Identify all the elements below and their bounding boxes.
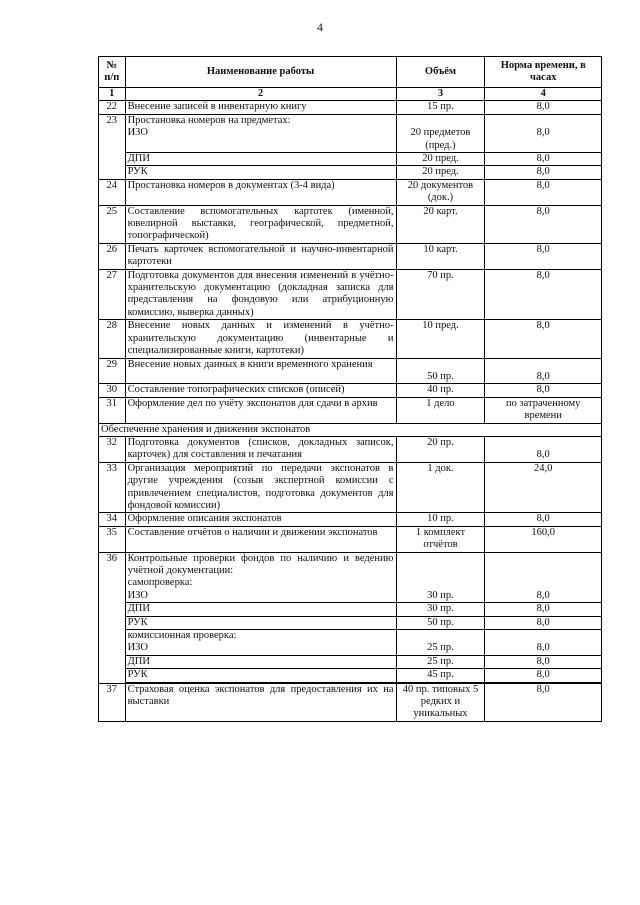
header-row — [99, 57, 602, 88]
row-volume: 20 пред. — [396, 153, 485, 166]
row-norm: 8,0 — [485, 683, 602, 721]
row-number: 35 — [99, 526, 126, 552]
row-norm: 8,0 — [485, 603, 602, 616]
row-name — [125, 552, 396, 603]
row-norm — [485, 358, 602, 384]
row-norm: 8,0 — [485, 616, 602, 629]
row-name: Подготовка документов для внесения изменений в учётно-хранительскую документацию (докладная записка для представления на фондовую или атрибуционную комиссию, выверка данных) — [125, 269, 396, 320]
index-cell: 4 — [485, 88, 602, 101]
row-norm-text: 8,0 — [536, 642, 550, 654]
row-name: Оформление описания экспонатов — [125, 513, 396, 526]
row-number: 22 — [99, 101, 126, 114]
row-volume: 15 пр. — [396, 101, 485, 114]
row-volume: 1 док. — [396, 462, 485, 513]
row-norm — [485, 552, 602, 603]
row-volume — [396, 114, 485, 152]
table-row — [99, 384, 602, 397]
row-norm — [485, 114, 602, 152]
row-name: Внесение новых данных в книги временного хранения — [125, 358, 396, 384]
table-row — [99, 114, 602, 152]
row-name: Оформление дел по учёту экспонатов для сдачи в архив — [125, 397, 396, 423]
row-norm: 8,0 — [485, 101, 602, 114]
row-subitem: РУК — [125, 669, 396, 682]
row-subitem: ИЗО — [127, 642, 149, 654]
row-norm: 160,0 — [485, 526, 602, 552]
row-name — [125, 630, 396, 656]
row-number: 32 — [99, 436, 126, 462]
row-volume: 20 карт. — [396, 205, 485, 243]
table-row — [99, 358, 602, 384]
row-name-text: Контрольные проверки фондов по наличию и ведению учётной документации: — [127, 552, 394, 576]
row-name: Внесение записей в инвентарную книгу — [125, 101, 396, 114]
index-cell: 2 — [125, 88, 396, 101]
row-volume: 40 пр. — [396, 384, 485, 397]
row-volume-text: 25 пр. — [427, 642, 454, 654]
table-row — [99, 436, 602, 462]
row-volume: 20 пред. — [396, 166, 485, 179]
table-row — [99, 669, 602, 682]
row-volume: 20 документов (док.) — [396, 179, 485, 205]
header-name: Наименование работы — [125, 57, 396, 88]
table-row — [99, 166, 602, 179]
row-subitem: РУК — [125, 616, 396, 629]
row-number: 31 — [99, 397, 126, 423]
row-name: Внесение новых данных и изменений в учётно-хранительскую документацию (инвентарные и специализированные книги, картотеки) — [125, 320, 396, 358]
row-norm-text: 8,0 — [536, 127, 550, 139]
row-number: 36 — [99, 552, 126, 683]
row-subitem: ДПИ — [125, 603, 396, 616]
row-name: Простановка номеров в документах (3-4 вида) — [125, 179, 396, 205]
row-subitem: РУК — [125, 166, 396, 179]
table-row — [99, 526, 602, 552]
row-volume: 70 пр. — [396, 269, 485, 320]
row-norm: 8,0 — [485, 384, 602, 397]
row-volume: 10 карт. — [396, 243, 485, 269]
table-row — [99, 205, 602, 243]
row-subitem: ИЗО — [127, 127, 149, 139]
row-norm: 8,0 — [485, 205, 602, 243]
row-volume — [396, 552, 485, 603]
row-number: 29 — [99, 358, 126, 384]
row-volume — [396, 630, 485, 656]
row-volume: 10 пр. — [396, 513, 485, 526]
row-number: 23 — [99, 114, 126, 179]
row-number: 26 — [99, 243, 126, 269]
row-norm-text: 8,0 — [536, 370, 550, 382]
row-volume — [396, 358, 485, 384]
row-subitem: ДПИ — [125, 655, 396, 668]
row-number: 33 — [99, 462, 126, 513]
row-norm: 8,0 — [485, 320, 602, 358]
row-volume: 50 пр. — [396, 616, 485, 629]
row-volume: 30 пр. — [396, 603, 485, 616]
table-row — [99, 101, 602, 114]
row-norm: 8,0 — [485, 669, 602, 682]
row-volume: 1 дело — [396, 397, 485, 423]
row-name: Организация мероприятий по передачи экспонатов в другие учреждения (созыв экспертной комиссии с привлечением специалистов, подготовка документов для фондовой комиссии) — [125, 462, 396, 513]
table-row — [99, 243, 602, 269]
row-volume-text: 30 пр. — [427, 589, 454, 601]
row-number: 34 — [99, 513, 126, 526]
row-name — [125, 114, 396, 152]
row-norm-text: 8,0 — [536, 449, 550, 461]
row-number: 25 — [99, 205, 126, 243]
row-name: Составление топографических списков (описей) — [125, 384, 396, 397]
table-row — [99, 179, 602, 205]
table-row — [99, 513, 602, 526]
row-volume-text: 20 предметов (пред.) — [410, 127, 471, 151]
section-row — [99, 423, 602, 436]
table-row — [99, 683, 602, 721]
row-norm-text: 8,0 — [536, 589, 550, 601]
row-number: 28 — [99, 320, 126, 358]
row-subheading: самопроверка: — [127, 577, 193, 589]
row-norm — [485, 630, 602, 656]
row-volume: 25 пр. — [396, 655, 485, 668]
row-norm — [485, 436, 602, 462]
table-row — [99, 153, 602, 166]
index-row — [99, 88, 602, 101]
row-subheading: комиссионная проверка: — [127, 630, 237, 642]
row-name: Страховая оценка экспонатов для предоставления их на выставки — [125, 683, 396, 721]
row-subitem: ДПИ — [125, 153, 396, 166]
table-row — [99, 616, 602, 629]
page-number: 4 — [317, 20, 323, 34]
table-row — [99, 269, 602, 320]
table-row — [99, 320, 602, 358]
row-norm: 24,0 — [485, 462, 602, 513]
row-volume: 45 пр. — [396, 669, 485, 682]
row-volume: 1 комплект отчётов — [396, 526, 485, 552]
row-name-text: Простановка номеров на предметах: — [127, 114, 291, 126]
table-row — [99, 462, 602, 513]
row-name: Подготовка документов (списков, докладных записок, карточек) для составления и печатания — [125, 436, 396, 462]
row-volume-text: 50 пр. — [427, 370, 454, 382]
row-norm: 8,0 — [485, 655, 602, 668]
row-norm: 8,0 — [485, 269, 602, 320]
row-norm: 8,0 — [485, 153, 602, 166]
row-subitem: ИЗО — [127, 589, 149, 601]
row-volume: 20 пр. — [396, 436, 485, 462]
header-num: № п/п — [99, 57, 126, 88]
index-cell: 1 — [99, 88, 126, 101]
row-norm: по затраченному времени — [485, 397, 602, 423]
row-name: Составление отчётов о наличии и движении экспонатов — [125, 526, 396, 552]
header-norm: Норма времени, в часах — [485, 57, 602, 88]
section-title: Обеспечение хранения и движения экспонатов — [99, 423, 602, 436]
table-row — [99, 603, 602, 616]
row-volume: 10 пред. — [396, 320, 485, 358]
table-row — [99, 397, 602, 423]
row-number: 30 — [99, 384, 126, 397]
row-number: 37 — [99, 683, 126, 721]
header-volume: Объём — [396, 57, 485, 88]
row-norm: 8,0 — [485, 513, 602, 526]
row-norm: 8,0 — [485, 166, 602, 179]
row-name: Составление вспомогательных картотек (именной, ювелирной выставки, географической, предметной, топографической) — [125, 205, 396, 243]
table-row — [99, 630, 602, 656]
row-volume: 40 пр. типовых 5 редких и уникальных — [396, 683, 485, 721]
row-number: 24 — [99, 179, 126, 205]
table-row — [99, 655, 602, 668]
row-norm: 8,0 — [485, 243, 602, 269]
row-name: Печать карточек вспомогательной и научно-инвентарной картотеки — [125, 243, 396, 269]
row-norm: 8,0 — [485, 179, 602, 205]
table-row — [99, 552, 602, 603]
norms-table — [98, 56, 602, 722]
index-cell: 3 — [396, 88, 485, 101]
row-number: 27 — [99, 269, 126, 320]
